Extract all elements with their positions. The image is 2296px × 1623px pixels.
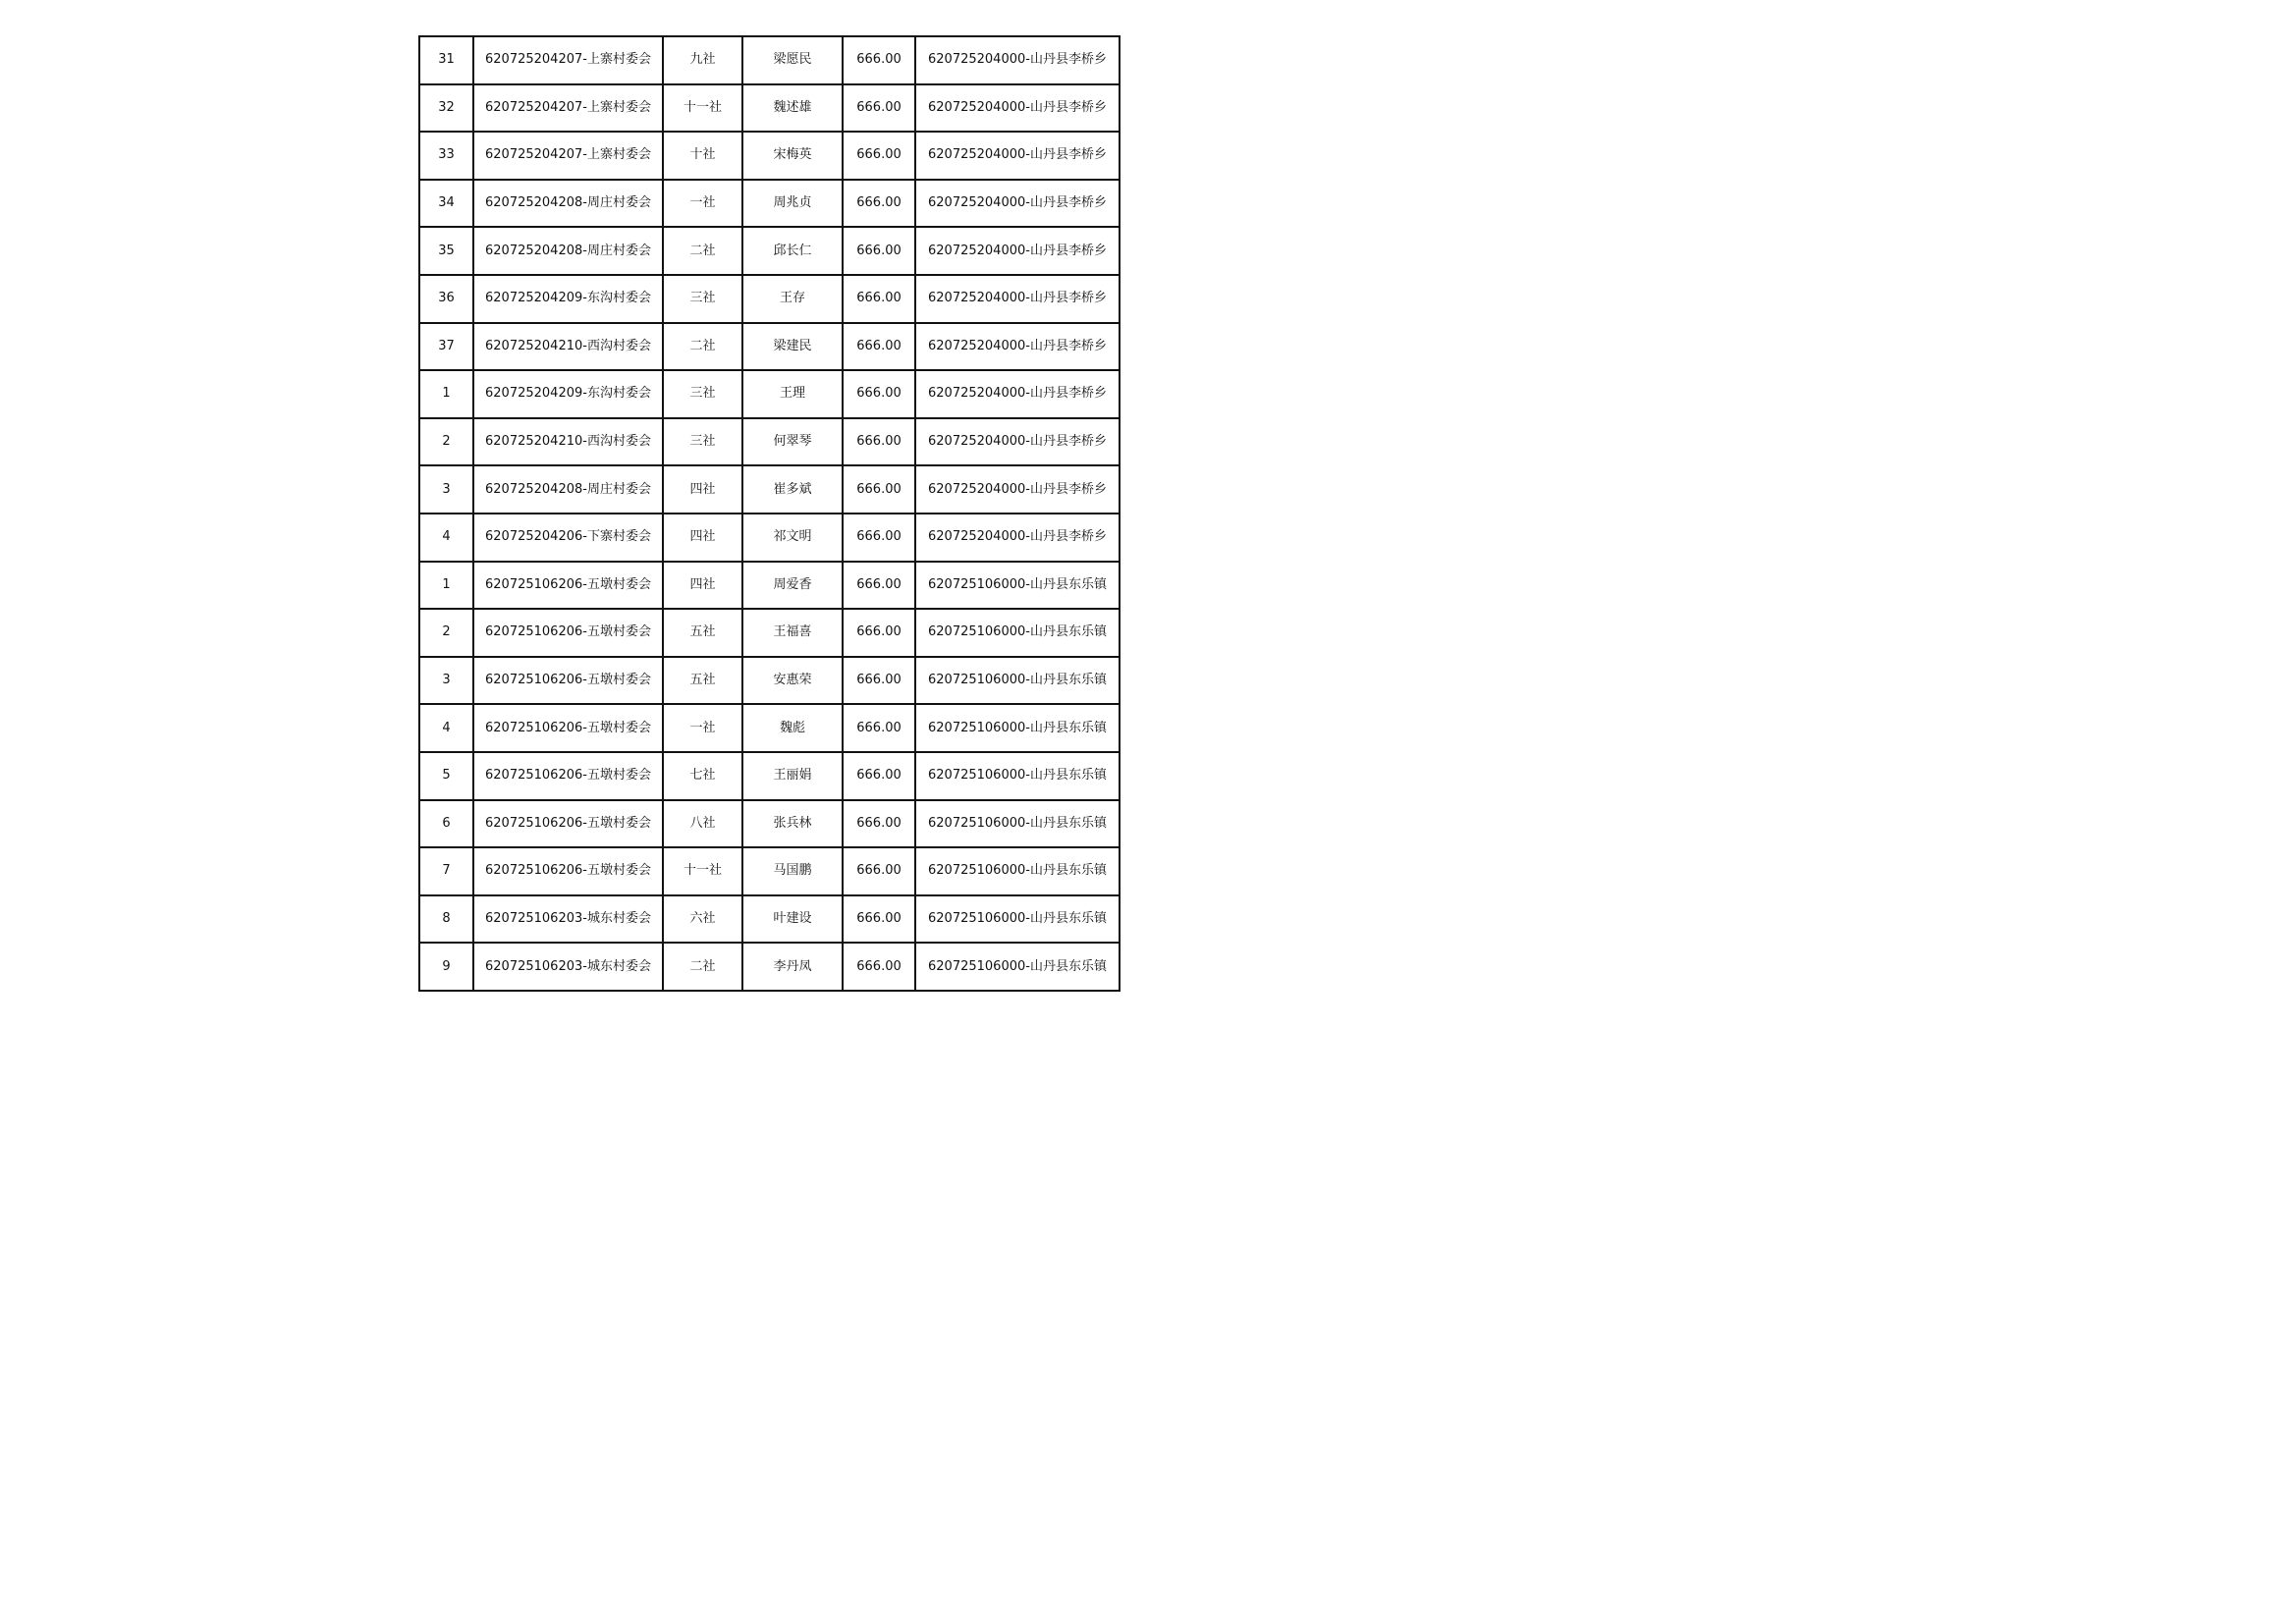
table-row bbox=[419, 132, 1120, 180]
name-cell: 周爱香 bbox=[742, 562, 843, 610]
name-cell: 王福喜 bbox=[742, 609, 843, 657]
town-cell: 620725204000-山丹县李桥乡 bbox=[915, 84, 1120, 133]
table-row bbox=[419, 275, 1120, 323]
amount-cell: 666.00 bbox=[843, 227, 915, 275]
group-cell: 十社 bbox=[663, 132, 742, 180]
village-cell: 620725204207-上寨村委会 bbox=[473, 84, 663, 133]
name-cell: 李丹凤 bbox=[742, 943, 843, 991]
village-cell: 620725106206-五墩村委会 bbox=[473, 847, 663, 895]
group-cell: 五社 bbox=[663, 609, 742, 657]
amount-cell: 666.00 bbox=[843, 84, 915, 133]
town-cell: 620725204000-山丹县李桥乡 bbox=[915, 132, 1120, 180]
town-cell: 620725106000-山丹县东乐镇 bbox=[915, 562, 1120, 610]
town-cell: 620725106000-山丹县东乐镇 bbox=[915, 847, 1120, 895]
amount-cell: 666.00 bbox=[843, 180, 915, 228]
town-cell: 620725204000-山丹县李桥乡 bbox=[915, 180, 1120, 228]
name-cell: 梁愿民 bbox=[742, 36, 843, 84]
amount-cell: 666.00 bbox=[843, 323, 915, 371]
village-cell: 620725204207-上寨村委会 bbox=[473, 36, 663, 84]
group-cell: 四社 bbox=[663, 465, 742, 514]
village-cell: 620725106203-城东村委会 bbox=[473, 943, 663, 991]
table-row bbox=[419, 323, 1120, 371]
village-cell: 620725204209-东沟村委会 bbox=[473, 275, 663, 323]
seq-cell: 35 bbox=[419, 227, 473, 275]
table-row bbox=[419, 465, 1120, 514]
seq-cell: 8 bbox=[419, 895, 473, 944]
name-cell: 梁建民 bbox=[742, 323, 843, 371]
seq-cell: 33 bbox=[419, 132, 473, 180]
town-cell: 620725106000-山丹县东乐镇 bbox=[915, 657, 1120, 705]
village-cell: 620725204208-周庄村委会 bbox=[473, 227, 663, 275]
seq-cell: 3 bbox=[419, 657, 473, 705]
group-cell: 十一社 bbox=[663, 84, 742, 133]
table-row bbox=[419, 180, 1120, 228]
group-cell: 九社 bbox=[663, 36, 742, 84]
amount-cell: 666.00 bbox=[843, 895, 915, 944]
table-row bbox=[419, 752, 1120, 800]
document-page bbox=[0, 0, 1539, 1082]
town-cell: 620725106000-山丹县东乐镇 bbox=[915, 752, 1120, 800]
village-cell: 620725106206-五墩村委会 bbox=[473, 752, 663, 800]
name-cell: 魏述雄 bbox=[742, 84, 843, 133]
table-row bbox=[419, 800, 1120, 848]
village-cell: 620725204206-下寨村委会 bbox=[473, 514, 663, 562]
name-cell: 宋梅英 bbox=[742, 132, 843, 180]
amount-cell: 666.00 bbox=[843, 943, 915, 991]
group-cell: 四社 bbox=[663, 562, 742, 610]
town-cell: 620725204000-山丹县李桥乡 bbox=[915, 275, 1120, 323]
village-cell: 620725204208-周庄村委会 bbox=[473, 465, 663, 514]
seq-cell: 37 bbox=[419, 323, 473, 371]
table-row bbox=[419, 514, 1120, 562]
group-cell: 七社 bbox=[663, 752, 742, 800]
village-cell: 620725204208-周庄村委会 bbox=[473, 180, 663, 228]
group-cell: 三社 bbox=[663, 418, 742, 466]
amount-cell: 666.00 bbox=[843, 370, 915, 418]
town-cell: 620725106000-山丹县东乐镇 bbox=[915, 800, 1120, 848]
seq-cell: 36 bbox=[419, 275, 473, 323]
amount-cell: 666.00 bbox=[843, 800, 915, 848]
town-cell: 620725204000-山丹县李桥乡 bbox=[915, 465, 1120, 514]
town-cell: 620725204000-山丹县李桥乡 bbox=[915, 36, 1120, 84]
amount-cell: 666.00 bbox=[843, 657, 915, 705]
town-cell: 620725106000-山丹县东乐镇 bbox=[915, 943, 1120, 991]
table-row bbox=[419, 657, 1120, 705]
seq-cell: 1 bbox=[419, 370, 473, 418]
amount-cell: 666.00 bbox=[843, 704, 915, 752]
name-cell: 张兵林 bbox=[742, 800, 843, 848]
group-cell: 六社 bbox=[663, 895, 742, 944]
seq-cell: 3 bbox=[419, 465, 473, 514]
table-row bbox=[419, 895, 1120, 944]
town-cell: 620725204000-山丹县李桥乡 bbox=[915, 514, 1120, 562]
town-cell: 620725204000-山丹县李桥乡 bbox=[915, 323, 1120, 371]
name-cell: 何翠琴 bbox=[742, 418, 843, 466]
seq-cell: 31 bbox=[419, 36, 473, 84]
name-cell: 叶建设 bbox=[742, 895, 843, 944]
village-cell: 620725106203-城东村委会 bbox=[473, 895, 663, 944]
seq-cell: 5 bbox=[419, 752, 473, 800]
table-row bbox=[419, 227, 1120, 275]
group-cell: 一社 bbox=[663, 704, 742, 752]
table-row bbox=[419, 847, 1120, 895]
amount-cell: 666.00 bbox=[843, 609, 915, 657]
amount-cell: 666.00 bbox=[843, 132, 915, 180]
village-cell: 620725106206-五墩村委会 bbox=[473, 609, 663, 657]
amount-cell: 666.00 bbox=[843, 465, 915, 514]
village-cell: 620725204209-东沟村委会 bbox=[473, 370, 663, 418]
seq-cell: 4 bbox=[419, 704, 473, 752]
amount-cell: 666.00 bbox=[843, 418, 915, 466]
name-cell: 魏彪 bbox=[742, 704, 843, 752]
table-row bbox=[419, 36, 1120, 84]
group-cell: 三社 bbox=[663, 275, 742, 323]
village-cell: 620725106206-五墩村委会 bbox=[473, 562, 663, 610]
table-row bbox=[419, 943, 1120, 991]
name-cell: 祁文明 bbox=[742, 514, 843, 562]
name-cell: 周兆贞 bbox=[742, 180, 843, 228]
village-cell: 620725204207-上寨村委会 bbox=[473, 132, 663, 180]
village-cell: 620725106206-五墩村委会 bbox=[473, 800, 663, 848]
roster-table-body bbox=[419, 36, 1120, 991]
seq-cell: 4 bbox=[419, 514, 473, 562]
name-cell: 马国鹏 bbox=[742, 847, 843, 895]
amount-cell: 666.00 bbox=[843, 752, 915, 800]
name-cell: 邱长仁 bbox=[742, 227, 843, 275]
village-cell: 620725204210-西沟村委会 bbox=[473, 323, 663, 371]
seq-cell: 7 bbox=[419, 847, 473, 895]
table-row bbox=[419, 609, 1120, 657]
seq-cell: 1 bbox=[419, 562, 473, 610]
seq-cell: 2 bbox=[419, 418, 473, 466]
roster-table bbox=[418, 35, 1121, 992]
table-row bbox=[419, 562, 1120, 610]
group-cell: 五社 bbox=[663, 657, 742, 705]
town-cell: 620725106000-山丹县东乐镇 bbox=[915, 609, 1120, 657]
group-cell: 二社 bbox=[663, 943, 742, 991]
group-cell: 十一社 bbox=[663, 847, 742, 895]
name-cell: 崔多斌 bbox=[742, 465, 843, 514]
village-cell: 620725106206-五墩村委会 bbox=[473, 657, 663, 705]
group-cell: 二社 bbox=[663, 323, 742, 371]
seq-cell: 6 bbox=[419, 800, 473, 848]
seq-cell: 34 bbox=[419, 180, 473, 228]
table-row bbox=[419, 418, 1120, 466]
seq-cell: 9 bbox=[419, 943, 473, 991]
group-cell: 三社 bbox=[663, 370, 742, 418]
amount-cell: 666.00 bbox=[843, 275, 915, 323]
town-cell: 620725204000-山丹县李桥乡 bbox=[915, 227, 1120, 275]
seq-cell: 2 bbox=[419, 609, 473, 657]
table-row bbox=[419, 84, 1120, 133]
table-row bbox=[419, 704, 1120, 752]
seq-cell: 32 bbox=[419, 84, 473, 133]
town-cell: 620725106000-山丹县东乐镇 bbox=[915, 895, 1120, 944]
village-cell: 620725204210-西沟村委会 bbox=[473, 418, 663, 466]
group-cell: 一社 bbox=[663, 180, 742, 228]
town-cell: 620725204000-山丹县李桥乡 bbox=[915, 370, 1120, 418]
amount-cell: 666.00 bbox=[843, 514, 915, 562]
name-cell: 王理 bbox=[742, 370, 843, 418]
group-cell: 四社 bbox=[663, 514, 742, 562]
group-cell: 二社 bbox=[663, 227, 742, 275]
name-cell: 王丽娟 bbox=[742, 752, 843, 800]
table-row bbox=[419, 370, 1120, 418]
amount-cell: 666.00 bbox=[843, 36, 915, 84]
name-cell: 安惠荣 bbox=[742, 657, 843, 705]
group-cell: 八社 bbox=[663, 800, 742, 848]
town-cell: 620725204000-山丹县李桥乡 bbox=[915, 418, 1120, 466]
amount-cell: 666.00 bbox=[843, 847, 915, 895]
town-cell: 620725106000-山丹县东乐镇 bbox=[915, 704, 1120, 752]
name-cell: 王存 bbox=[742, 275, 843, 323]
village-cell: 620725106206-五墩村委会 bbox=[473, 704, 663, 752]
amount-cell: 666.00 bbox=[843, 562, 915, 610]
